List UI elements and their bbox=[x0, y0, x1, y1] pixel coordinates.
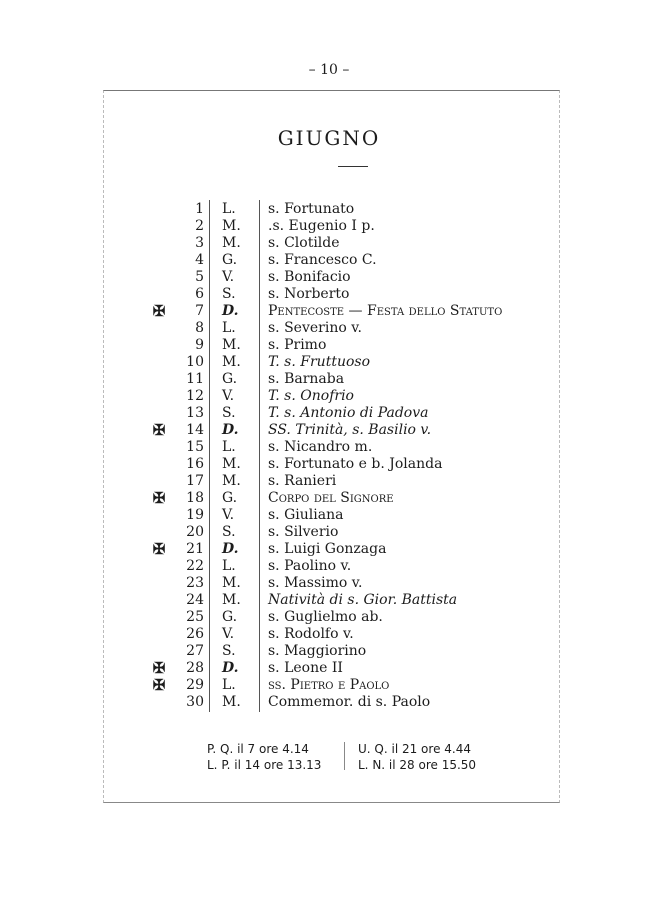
saint-of-day: s. Ranieri bbox=[268, 473, 337, 489]
weekday: M. bbox=[222, 354, 241, 370]
weekday: D. bbox=[222, 303, 239, 319]
saint-of-day: T. s. Antonio di Padova bbox=[268, 405, 429, 421]
saint-of-day: .s. Eugenio I p. bbox=[268, 218, 375, 234]
moon-phase-uq: U. Q. il 21 ore 4.44 bbox=[358, 742, 471, 756]
day-number: 15 bbox=[186, 439, 204, 455]
calendar-row bbox=[0, 252, 658, 269]
saint-of-day: s. Primo bbox=[268, 337, 327, 353]
calendar-row bbox=[0, 337, 658, 354]
saint-of-day: s. Fortunato bbox=[268, 201, 355, 217]
moon-phase-ln: L. N. il 28 ore 15.50 bbox=[358, 758, 477, 772]
day-number: 3 bbox=[195, 235, 204, 251]
saint-of-day: s. Giuliana bbox=[268, 507, 344, 523]
calendar-row bbox=[0, 303, 658, 320]
saint-of-day: s. Fortunato e b. Jolanda bbox=[268, 456, 443, 472]
weekday: M. bbox=[222, 218, 241, 234]
day-number: 22 bbox=[186, 558, 204, 574]
day-number: 28 bbox=[186, 660, 204, 676]
weekday: D. bbox=[222, 422, 239, 438]
calendar-row bbox=[0, 558, 658, 575]
weekday: M. bbox=[222, 575, 241, 591]
day-number: 18 bbox=[186, 490, 204, 506]
weekday: M. bbox=[222, 337, 241, 353]
saint-of-day: s. Barnaba bbox=[268, 371, 345, 387]
day-number: 24 bbox=[186, 592, 204, 608]
saint-of-day: s. Rodolfo v. bbox=[268, 626, 354, 642]
day-number: 26 bbox=[186, 626, 204, 642]
saint-of-day: Corpo del Signore bbox=[268, 490, 394, 506]
day-number: 9 bbox=[195, 337, 204, 353]
day-number: 12 bbox=[186, 388, 204, 404]
moon-phase-lp: L. P. il 14 ore 13.13 bbox=[207, 758, 322, 772]
holy-day-cross-icon: ✠ bbox=[152, 540, 166, 558]
calendar-row bbox=[0, 643, 658, 660]
weekday: S. bbox=[222, 286, 236, 302]
weekday: M. bbox=[222, 473, 241, 489]
title-rule bbox=[338, 166, 368, 167]
day-number: 2 bbox=[195, 218, 204, 234]
saint-of-day: s. Guglielmo ab. bbox=[268, 609, 383, 625]
calendar-row bbox=[0, 235, 658, 252]
saint-of-day: s. Leone II bbox=[268, 660, 343, 676]
day-number: 10 bbox=[186, 354, 204, 370]
calendar-row bbox=[0, 371, 658, 388]
saint-of-day: Commemor. di s. Paolo bbox=[268, 694, 431, 710]
calendar-row bbox=[0, 541, 658, 558]
saint-of-day: Pentecoste — Festa dello Statuto bbox=[268, 303, 503, 319]
calendar-row bbox=[0, 677, 658, 694]
day-number: 25 bbox=[186, 609, 204, 625]
weekday: G. bbox=[222, 609, 238, 625]
holy-day-cross-icon: ✠ bbox=[152, 302, 166, 320]
weekday: D. bbox=[222, 541, 239, 557]
day-number: 6 bbox=[195, 286, 204, 302]
saint-of-day: SS. Trinità, s. Basilio v. bbox=[268, 422, 432, 438]
calendar-row bbox=[0, 405, 658, 422]
saint-of-day: s. Maggiorino bbox=[268, 643, 367, 659]
day-number: 30 bbox=[186, 694, 204, 710]
day-number: 11 bbox=[186, 371, 204, 387]
weekday: L. bbox=[222, 439, 236, 455]
calendar-row bbox=[0, 694, 658, 711]
day-number: 5 bbox=[195, 269, 204, 285]
day-number: 4 bbox=[195, 252, 204, 268]
saint-of-day: s. Massimo v. bbox=[268, 575, 363, 591]
calendar-row bbox=[0, 388, 658, 405]
day-number: 21 bbox=[186, 541, 204, 557]
saint-of-day: ss. Pietro e Paolo bbox=[268, 677, 390, 693]
moon-phase-pq: P. Q. il 7 ore 4.14 bbox=[207, 742, 309, 756]
weekday: V. bbox=[222, 507, 235, 523]
saint-of-day: s. Paolino v. bbox=[268, 558, 352, 574]
weekday: L. bbox=[222, 320, 236, 336]
weekday: L. bbox=[222, 201, 236, 217]
saint-of-day: s. Silverio bbox=[268, 524, 339, 540]
weekday: V. bbox=[222, 269, 235, 285]
weekday: M. bbox=[222, 592, 241, 608]
calendar-row bbox=[0, 660, 658, 677]
weekday: D. bbox=[222, 660, 239, 676]
holy-day-cross-icon: ✠ bbox=[152, 421, 166, 439]
calendar-row bbox=[0, 201, 658, 218]
weekday: G. bbox=[222, 490, 238, 506]
weekday: M. bbox=[222, 235, 241, 251]
saint-of-day: T. s. Fruttuoso bbox=[268, 354, 370, 370]
saint-of-day: Natività di s. Gior. Battista bbox=[268, 592, 458, 608]
page-number: – 10 – bbox=[308, 62, 350, 78]
saint-of-day: s. Nicandro m. bbox=[268, 439, 373, 455]
calendar-row bbox=[0, 609, 658, 626]
weekday: S. bbox=[222, 643, 236, 659]
calendar-row bbox=[0, 490, 658, 507]
day-number: 13 bbox=[186, 405, 204, 421]
weekday: S. bbox=[222, 524, 236, 540]
day-number: 1 bbox=[195, 201, 204, 217]
day-number: 19 bbox=[186, 507, 204, 523]
weekday: L. bbox=[222, 558, 236, 574]
day-number: 16 bbox=[186, 456, 204, 472]
holy-day-cross-icon: ✠ bbox=[152, 659, 166, 677]
calendar-row bbox=[0, 439, 658, 456]
day-number: 17 bbox=[186, 473, 204, 489]
calendar-row bbox=[0, 524, 658, 541]
calendar-row bbox=[0, 473, 658, 490]
saint-of-day: s. Luigi Gonzaga bbox=[268, 541, 387, 557]
saint-of-day: s. Bonifacio bbox=[268, 269, 351, 285]
weekday: V. bbox=[222, 388, 235, 404]
weekday: L. bbox=[222, 677, 236, 693]
calendar-row bbox=[0, 218, 658, 235]
calendar-row bbox=[0, 575, 658, 592]
saint-of-day: s. Francesco C. bbox=[268, 252, 377, 268]
calendar-row bbox=[0, 626, 658, 643]
day-number: 14 bbox=[186, 422, 204, 438]
day-number: 27 bbox=[186, 643, 204, 659]
calendar-row bbox=[0, 286, 658, 303]
month-title: GIUGNO bbox=[277, 126, 381, 150]
weekday: G. bbox=[222, 252, 238, 268]
calendar-row bbox=[0, 269, 658, 286]
weekday: V. bbox=[222, 626, 235, 642]
saint-of-day: s. Severino v. bbox=[268, 320, 362, 336]
calendar-row bbox=[0, 422, 658, 439]
moon-phase-separator bbox=[344, 742, 345, 770]
weekday: M. bbox=[222, 456, 241, 472]
calendar-row bbox=[0, 354, 658, 371]
calendar-row bbox=[0, 592, 658, 609]
calendar-row bbox=[0, 507, 658, 524]
day-number: 20 bbox=[186, 524, 204, 540]
day-number: 29 bbox=[186, 677, 204, 693]
calendar-row bbox=[0, 456, 658, 473]
holy-day-cross-icon: ✠ bbox=[152, 489, 166, 507]
saint-of-day: s. Norberto bbox=[268, 286, 350, 302]
day-number: 23 bbox=[186, 575, 204, 591]
day-number: 8 bbox=[195, 320, 204, 336]
weekday: M. bbox=[222, 694, 241, 710]
weekday: G. bbox=[222, 371, 238, 387]
weekday: S. bbox=[222, 405, 236, 421]
saint-of-day: T. s. Onofrio bbox=[268, 388, 354, 404]
day-number: 7 bbox=[195, 303, 204, 319]
calendar-row bbox=[0, 320, 658, 337]
saint-of-day: s. Clotilde bbox=[268, 235, 340, 251]
holy-day-cross-icon: ✠ bbox=[152, 676, 166, 694]
